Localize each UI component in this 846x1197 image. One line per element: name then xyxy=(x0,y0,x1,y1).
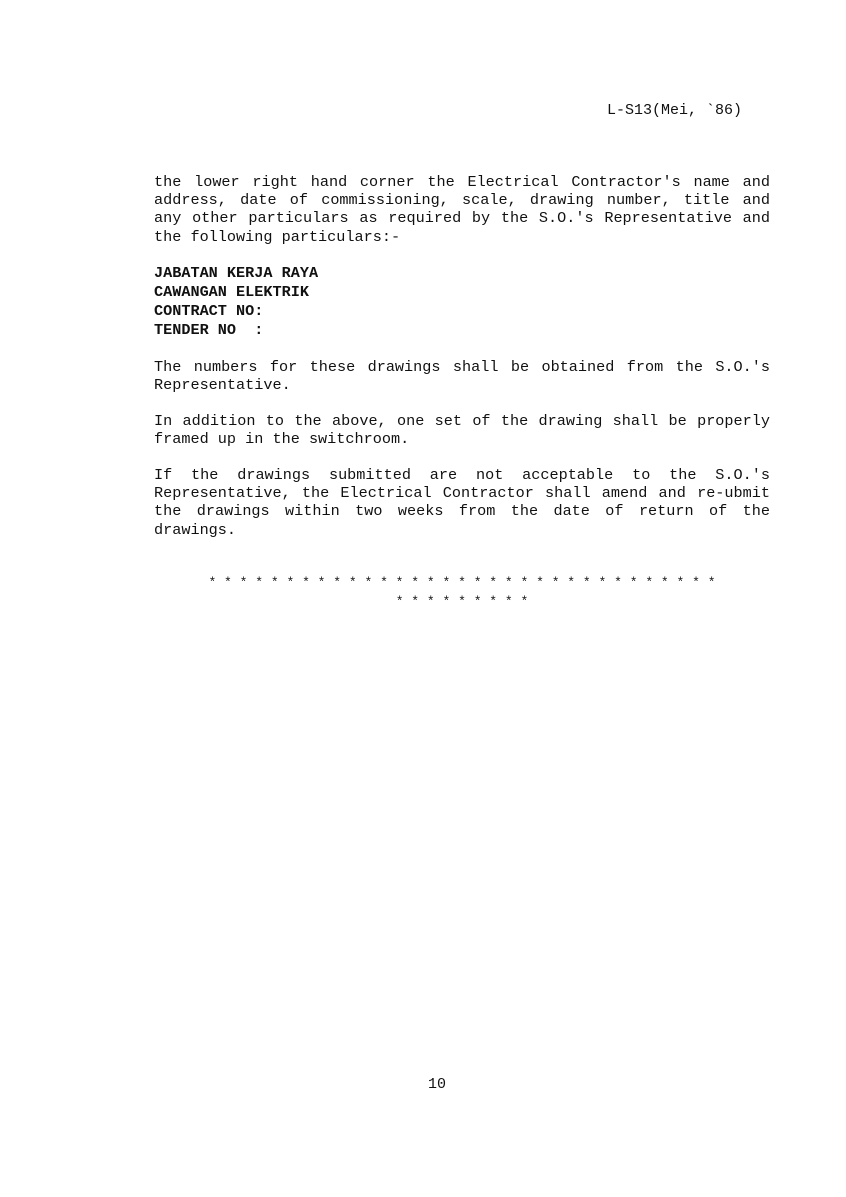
paragraph-framed-drawing: In addition to the above, one set of the drawing shall be properly framed up in the switchroom. xyxy=(154,412,770,449)
particular-department: JABATAN KERJA RAYA xyxy=(154,264,319,282)
particular-tender-no: TENDER NO : xyxy=(154,321,264,339)
paragraph-drawing-particulars: the lower right hand corner the Electrical Contractor's name and address, date of commissioning, scale, drawing number, title and any other particulars as required by the S.O.'s Representative and the following particulars:- xyxy=(154,173,770,246)
page-number: 10 xyxy=(427,1076,446,1093)
particulars-block xyxy=(154,264,318,340)
document-reference: L-S13(Mei, `86) xyxy=(606,102,742,119)
particular-branch: CAWANGAN ELEKTRIK xyxy=(154,283,309,301)
paragraph-drawing-numbers: The numbers for these drawings shall be obtained from the S.O.'s Representative. xyxy=(154,358,770,395)
end-marker-stars-line-2: * * * * * * * * * xyxy=(395,594,529,609)
particular-contract-no: CONTRACT NO: xyxy=(154,302,264,320)
paragraph-resubmission: If the drawings submitted are not acceptable to the S.O.'s Representative, the Electrical Contractor shall amend and re-ubmit the drawings within two weeks from the date of return of the drawings. xyxy=(154,466,770,539)
end-marker-stars-line-1: * * * * * * * * * * * * * * * * * * * * * * * * * * * * * * * * * xyxy=(208,575,716,590)
